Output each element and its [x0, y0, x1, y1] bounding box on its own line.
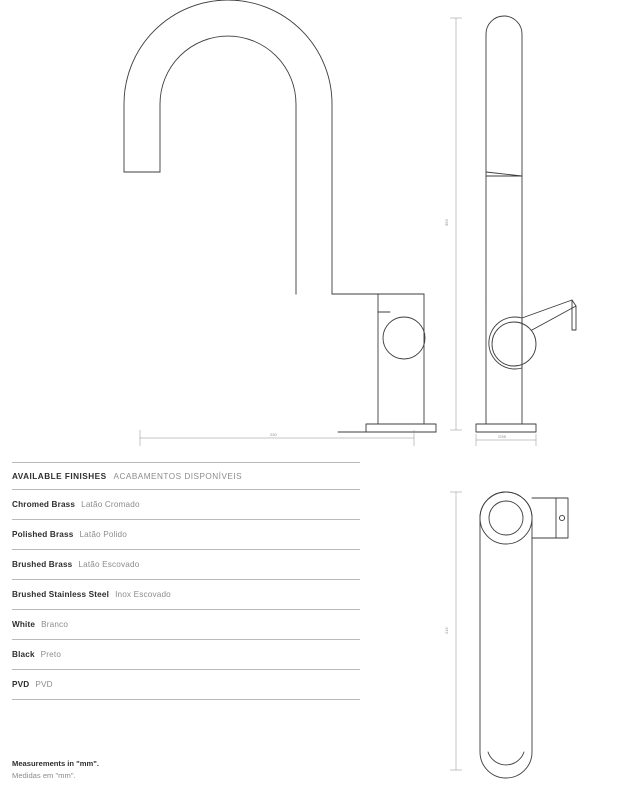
- footnote-line-pt: Medidas em "mm".: [12, 771, 76, 781]
- finish-name: White: [12, 620, 36, 629]
- available-finishes-section: [12, 462, 360, 700]
- finish-name-pt: Inox Escovado: [115, 590, 171, 599]
- finish-item: [12, 520, 360, 549]
- finish-name: Black: [12, 650, 35, 659]
- finish-name: Chromed Brass: [12, 500, 76, 509]
- finish-name: PVD: [12, 680, 30, 689]
- finish-name-pt: Latão Cromado: [81, 500, 140, 509]
- finish-item: [12, 670, 360, 699]
- finish-name: Brushed Stainless Steel: [12, 590, 110, 599]
- side-base-dimension: ∅55: [498, 434, 506, 439]
- footnote-line-en: Measurements in "mm".: [12, 759, 99, 769]
- finish-item: [12, 580, 360, 609]
- finish-name-pt: Preto: [40, 650, 62, 659]
- finish-name-pt: Latão Escovado: [78, 560, 140, 569]
- finishes-heading-pt: ACABAMENTOS DISPONÍVEIS: [113, 471, 243, 481]
- finish-name-pt: PVD: [35, 680, 53, 689]
- finish-name: Polished Brass: [12, 530, 74, 539]
- finishes-heading: [12, 463, 360, 489]
- measurements-footnote: [12, 758, 99, 782]
- side-view-drawing: [440, 0, 619, 460]
- finish-name: Brushed Brass: [12, 560, 73, 569]
- finish-name-pt: Latão Polido: [79, 530, 127, 539]
- finish-item: [12, 610, 360, 639]
- finish-name-pt: Branco: [41, 620, 69, 629]
- finishes-divider-bottom: [12, 699, 360, 700]
- finish-item: [12, 640, 360, 669]
- finish-item: [12, 490, 360, 519]
- front-width-dimension: 230: [270, 432, 277, 437]
- top-depth-dimension: 215: [444, 627, 449, 634]
- finish-item: [12, 550, 360, 579]
- side-height-dimension: 393: [444, 219, 449, 226]
- top-view-drawing: [440, 470, 619, 800]
- finishes-heading-en: AVAILABLE FINISHES: [12, 471, 107, 481]
